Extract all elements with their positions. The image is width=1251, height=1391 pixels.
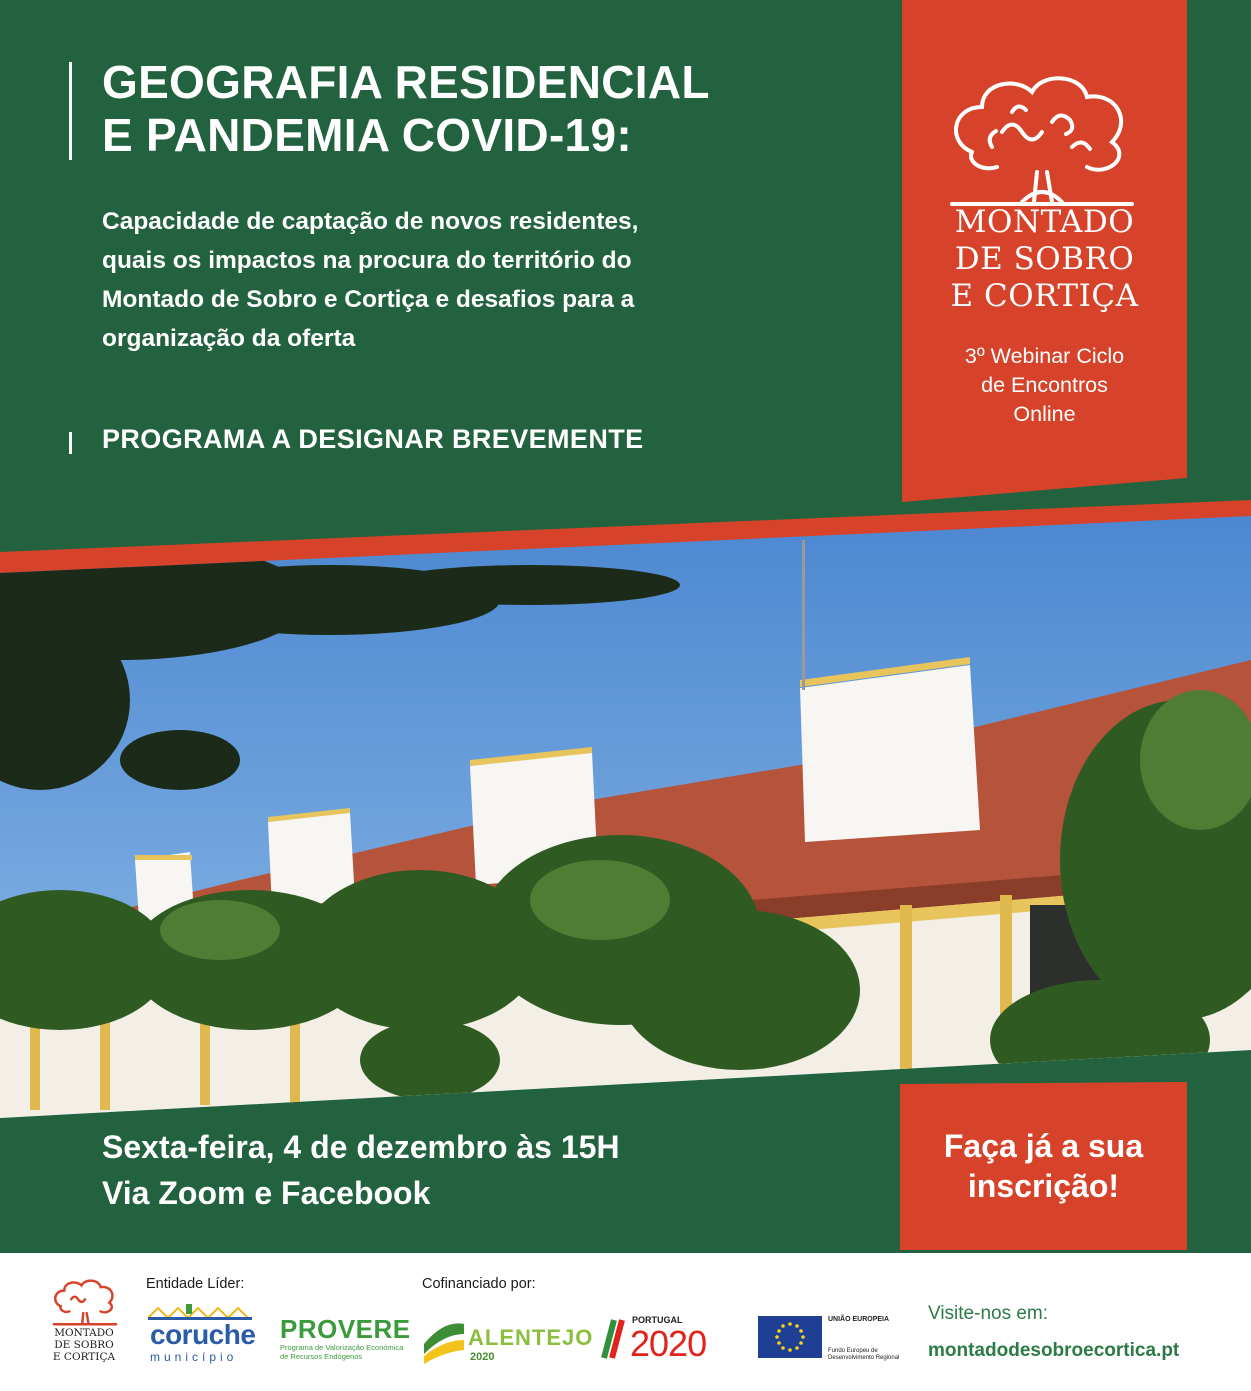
alentejo-year: 2020 <box>470 1351 495 1363</box>
page-title <box>102 56 862 162</box>
footer-brand-line-2: DE SOBRO <box>54 1339 114 1351</box>
subtitle <box>102 202 792 358</box>
eu-title: UNIÃO EUROPEIA <box>828 1316 890 1323</box>
alentejo-logo-text: ALENTEJO <box>468 1325 594 1350</box>
eu-flag-icon <box>758 1316 822 1358</box>
register-line-1: Faça já a sua <box>943 1128 1144 1164</box>
badge-brand-line-1: MONTADO <box>954 204 1135 240</box>
register-label <box>900 1126 1187 1206</box>
coruche-bridge-icon <box>146 1304 256 1320</box>
website-link[interactable]: montadodesobroecortica.pt <box>928 1340 1180 1361</box>
badge-brand-name <box>902 204 1187 315</box>
provere-logo-text: PROVERE <box>280 1314 411 1344</box>
subtitle-line-4: organização da oferta <box>102 325 356 352</box>
title-line-1: GEOGRAFIA RESIDENCIAL <box>102 56 710 108</box>
eu-subtitle: Fundo Europeu de Desenvolvimento Regional <box>828 1348 900 1361</box>
lead-entity-label: Entidade Líder: <box>146 1276 245 1292</box>
event-date: Sexta-feira, 4 de dezembro às 15H <box>102 1129 620 1165</box>
cofinanced-label: Cofinanciado por: <box>422 1276 536 1292</box>
portugal-2020-flag-icon <box>600 1318 630 1360</box>
webinar-label <box>922 342 1167 429</box>
badge-brand-line-2: DE SOBRO <box>954 241 1135 277</box>
provere-subtitle: Programa de Valorização Económica de Recursos Endógenos <box>280 1343 404 1361</box>
brand-badge <box>902 0 1187 478</box>
program-accent-bar <box>69 432 72 454</box>
subtitle-line-1: Capacidade de captação de novos residentes, <box>102 208 639 235</box>
cork-tree-logo-icon <box>942 62 1142 212</box>
webinar-line-2: de Encontros <box>981 373 1108 397</box>
footer-brand-line-3: E CORTIÇA <box>52 1351 116 1363</box>
portugal-label: PORTUGAL <box>632 1315 683 1325</box>
coruche-subtitle: município <box>150 1350 238 1364</box>
webinar-line-3: Online <box>1013 402 1076 426</box>
webinar-line-1: 3º Webinar Ciclo <box>964 344 1125 368</box>
title-accent-bar <box>69 62 72 160</box>
coruche-logo-text: coruche <box>150 1319 256 1350</box>
event-info <box>102 1124 620 1216</box>
title-line-2: E PANDEMIA COVID-19: <box>102 109 632 161</box>
alentejo-logo-icon <box>422 1316 466 1364</box>
event-platform: Via Zoom e Facebook <box>102 1175 431 1211</box>
subtitle-line-3: Montado de Sobro e Cortiça e desafios para a <box>102 286 635 313</box>
portugal-year: 2020 <box>630 1323 707 1364</box>
footer-brand-line-1: MONTADO <box>54 1327 114 1339</box>
badge-brand-line-3: E CORTIÇA <box>950 278 1139 314</box>
register-button[interactable] <box>900 1086 1187 1250</box>
subtitle-line-2: quais os impactos na procura do território do <box>102 247 632 274</box>
badge-slant <box>902 474 1187 504</box>
footer-brand-name <box>36 1327 132 1363</box>
visit-label: Visite-nos em: <box>928 1303 1049 1324</box>
montado-footer-logo-icon <box>50 1275 120 1327</box>
register-line-2: inscrição! <box>967 1168 1120 1204</box>
program-notice: PROGRAMA A DESIGNAR BREVEMENTE <box>102 424 644 454</box>
